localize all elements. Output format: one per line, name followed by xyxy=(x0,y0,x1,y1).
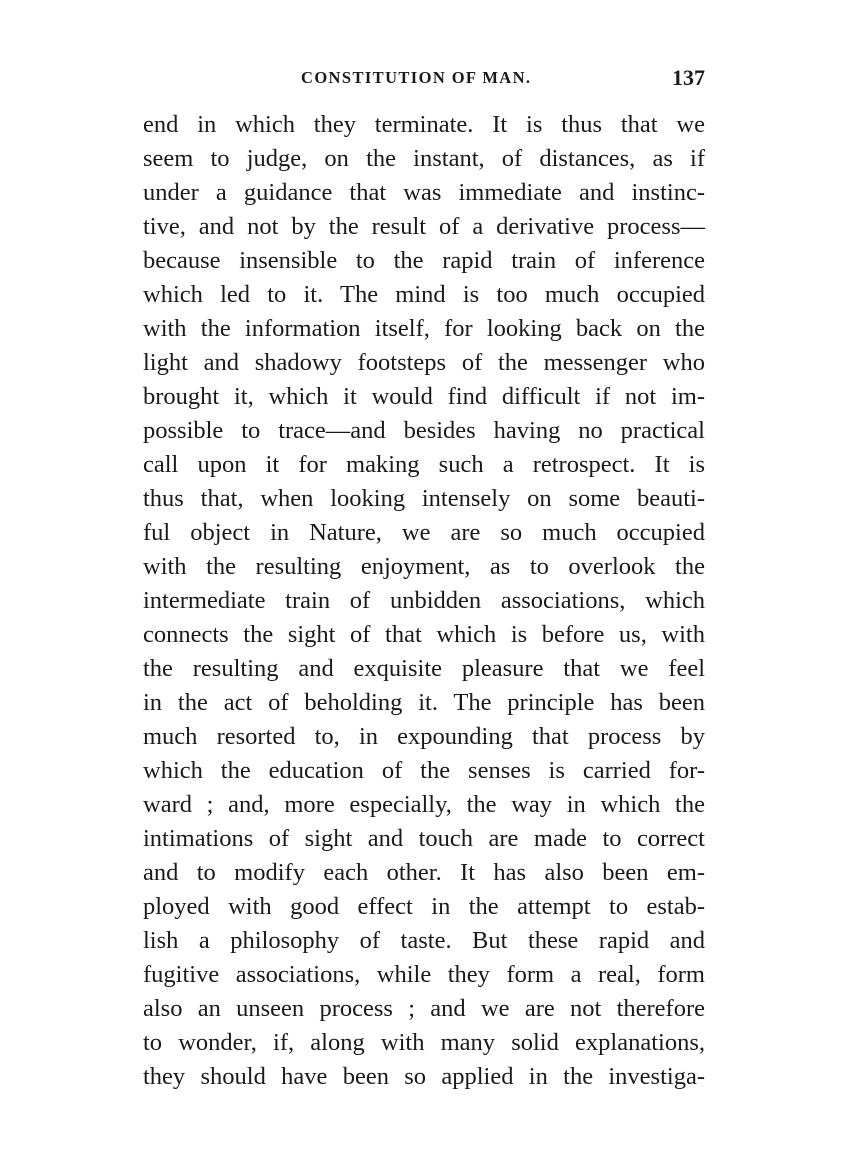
running-head xyxy=(143,64,705,92)
running-title: CONSTITUTION OF MAN. xyxy=(301,68,532,87)
text-line: with the information itself, for looking back on the xyxy=(143,315,705,342)
text-line: lish a philosophy of taste. But these rapid and xyxy=(143,927,705,954)
text-line: light and shadowy footsteps of the messenger who xyxy=(143,349,705,376)
text-line: connects the sight of that which is before us, with xyxy=(143,621,705,648)
text-line: ful object in Nature, we are so much occupied xyxy=(143,519,705,546)
text-line: which the education of the senses is carried for- xyxy=(143,757,705,784)
text-line: intimations of sight and touch are made to correct xyxy=(143,825,705,852)
text-line: the resulting and exquisite pleasure that we feel xyxy=(143,655,705,682)
text-line: also an unseen process ; and we are not therefore xyxy=(143,995,705,1022)
text-line: end in which they terminate. It is thus that we xyxy=(143,111,705,138)
text-line: brought it, which it would find difficult if not im- xyxy=(143,383,705,410)
text-line: with the resulting enjoyment, as to overlook the xyxy=(143,553,705,580)
text-line: under a guidance that was immediate and instinc- xyxy=(143,179,705,206)
text-line: seem to judge, on the instant, of distances, as if xyxy=(143,145,705,172)
text-line: because insensible to the rapid train of inference xyxy=(143,247,705,274)
text-line: much resorted to, in expounding that process by xyxy=(143,723,705,750)
text-line: tive, and not by the result of a derivative process— xyxy=(143,213,705,240)
text-line: ward ; and, more especially, the way in which the xyxy=(143,791,705,818)
text-line: thus that, when looking intensely on some beauti- xyxy=(143,485,705,512)
text-line: they should have been so applied in the investiga- xyxy=(143,1063,705,1090)
text-line: ployed with good effect in the attempt to estab- xyxy=(143,893,705,920)
text-line: call upon it for making such a retrospect. It is xyxy=(143,451,705,478)
text-line: intermediate train of unbidden associations, which xyxy=(143,587,705,614)
text-line: and to modify each other. It has also been em- xyxy=(143,859,705,886)
text-line: possible to trace—and besides having no practical xyxy=(143,417,705,444)
text-line: fugitive associations, while they form a real, form xyxy=(143,961,705,988)
text-line: which led to it. The mind is too much occupied xyxy=(143,281,705,308)
body-text xyxy=(143,108,705,1094)
page-number: 137 xyxy=(672,65,705,90)
text-line: in the act of beholding it. The principle has been xyxy=(143,689,705,716)
text-line: to wonder, if, along with many solid explanations, xyxy=(143,1029,705,1056)
